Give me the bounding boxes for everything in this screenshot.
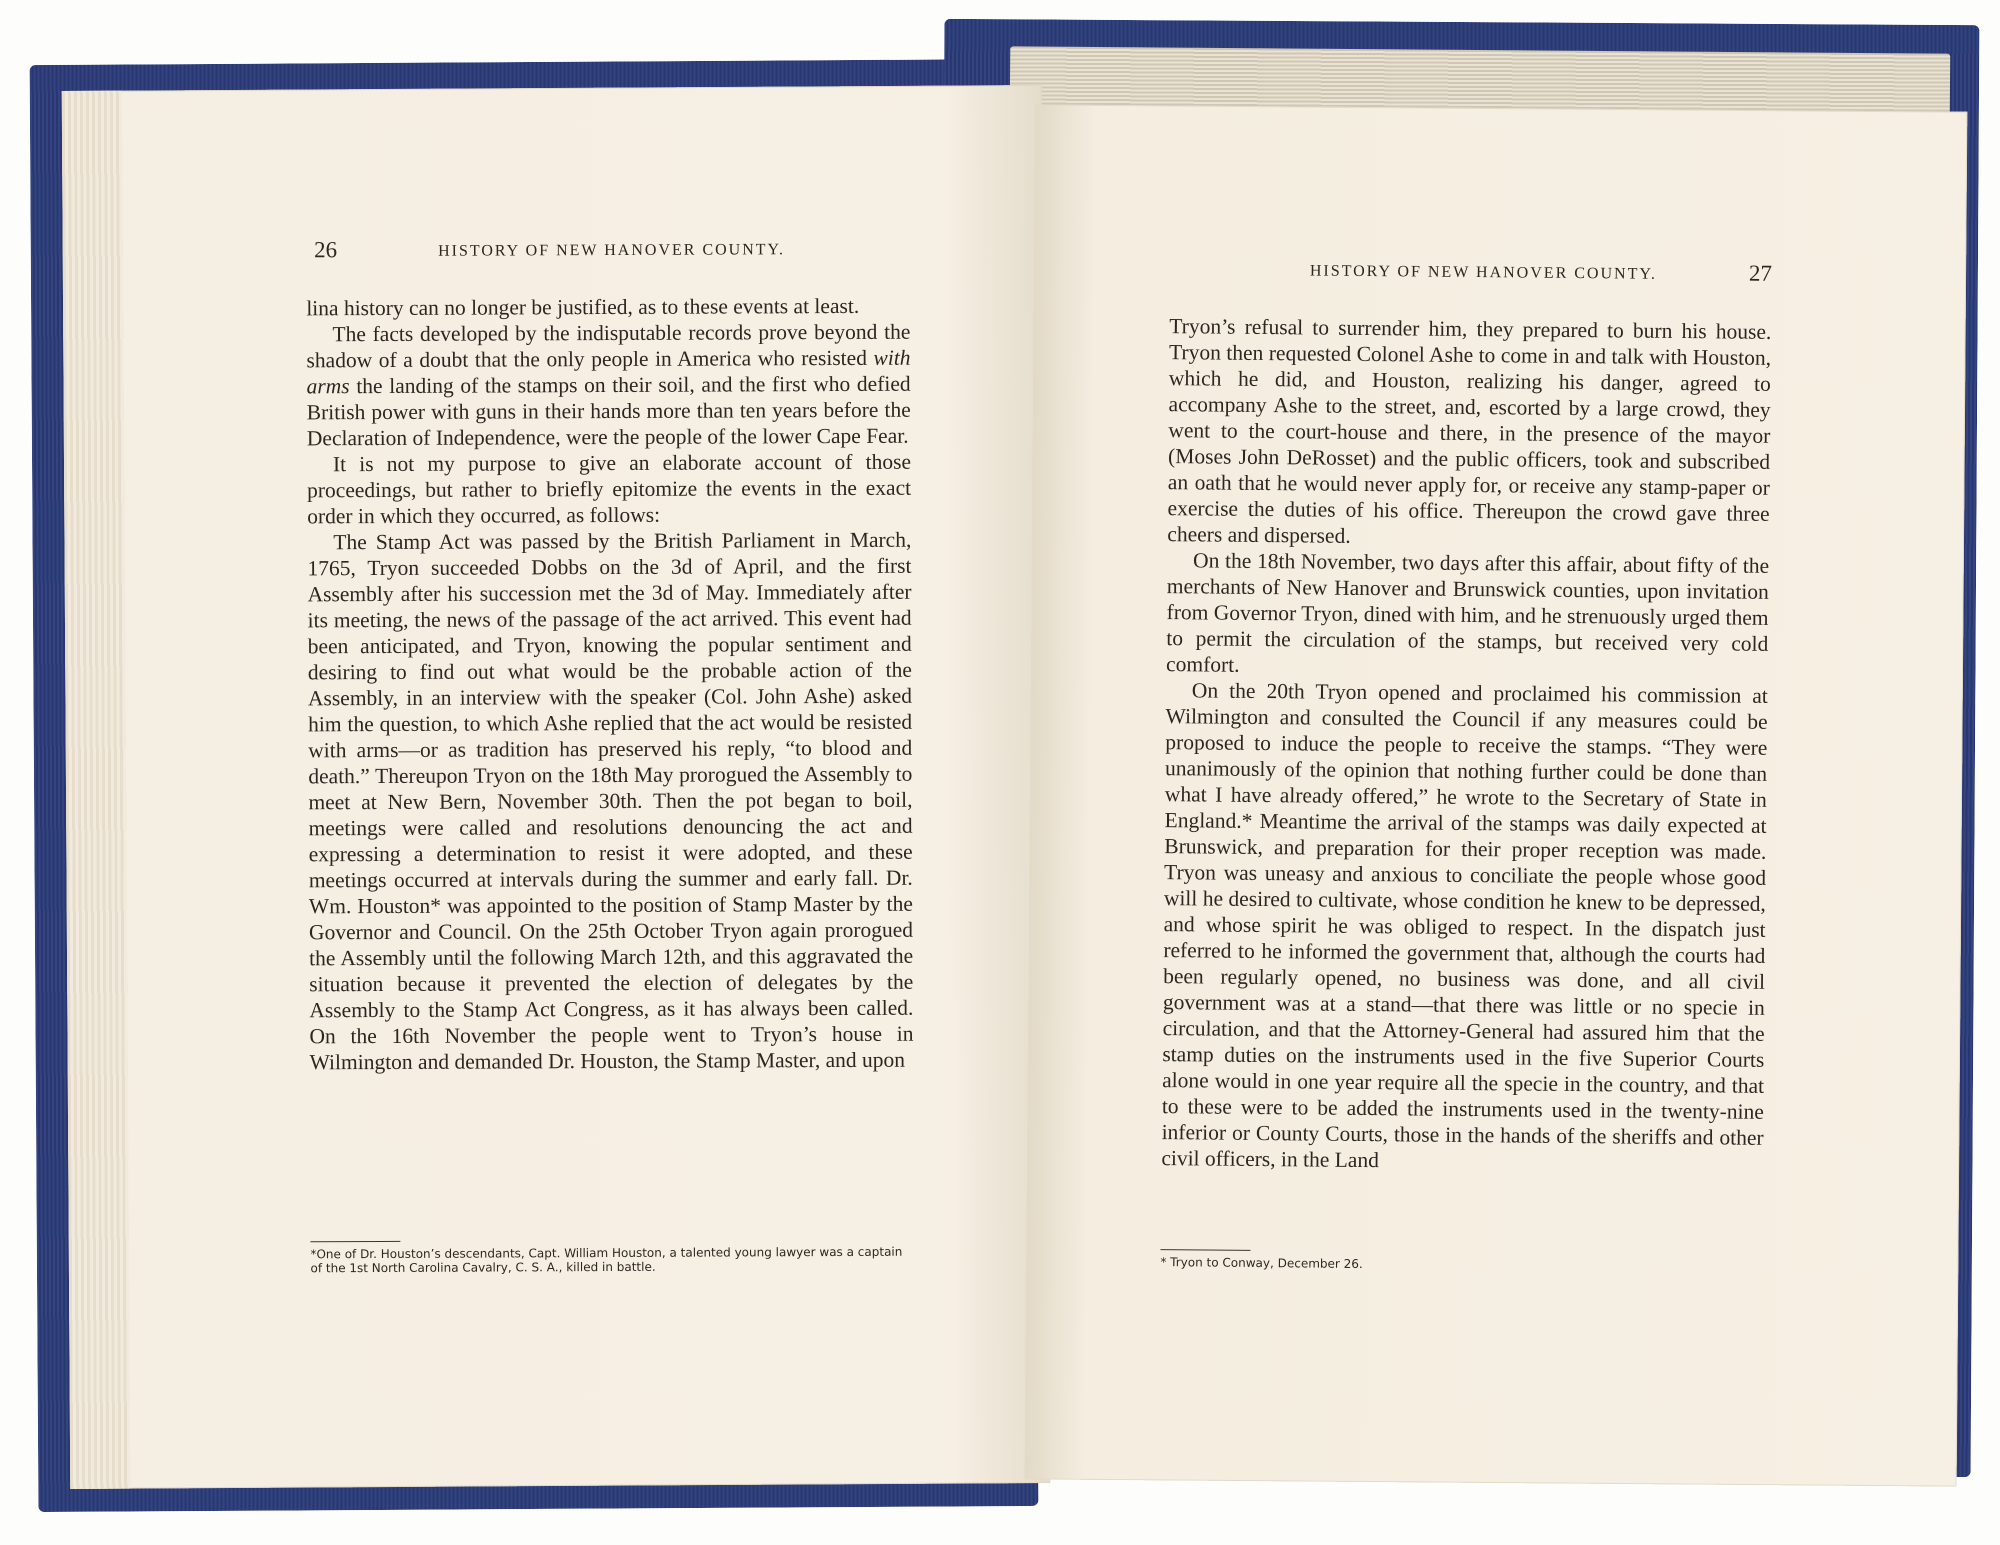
left-paragraph-2-b: the landing of the stamps on their soil, and the first who defied British power with guns in their hands more than ten years before the Declaration of Independence, were the people of the lower Cape Fear. xyxy=(306,371,911,451)
right-paragraph-2: On the 18th November, two days after this affair, about fifty of the merchants of New Hanover and Brunswick counties, upon invitation from Governor Tryon, dined with him, and he strenuously urged them to permit the circulation of the stamps, but received very cold comfort. xyxy=(1166,548,1770,677)
left-page-number: 26 xyxy=(313,237,338,263)
right-footnote: * Tryon to Conway, December 26. xyxy=(1160,1255,1363,1272)
left-running-title: HISTORY OF NEW HANOVER COUNTY. xyxy=(438,241,786,260)
left-paragraph-2-a: The facts developed by the indisputable records prove beyond the shadow of a doubt that the only people in America who resisted xyxy=(306,319,911,373)
right-running-head xyxy=(1170,259,1772,295)
right-paragraph-3: On the 20th Tryon opened and proclaimed his commission at Wilmington and consulted the Council if any measures could be proposed to induce the people to receive the stamps. “They were unanimously of the opinion that nothing further could be done than what I have already offered,” he wrote to the Secretary of State in England.* Meantime the arrival of the stamps was daily expected at Brunswick, and preparation for their proper reception was made. Tryon was uneasy and anxious to conciliate the people whose good will he desired to cultivate, whose condition he knew to be depressed, and whose spirit he was obliged to respect. In the dispatch just referred to he informed the government that, although the courts had been regularly opened, no business was done, and all civil government was at a stand—that there was little or no specie in circulation, and that the Attorney-General had assured him that the stamp duties on the instruments used in the five Superior Courts alone would in one year require all the specie in the country, and that to these were to be added the instruments used in the twenty-nine inferior or County Courts, those in the hands of the sheriffs and other civil officers, in the Land xyxy=(1161,678,1768,1173)
left-paragraph-4: The Stamp Act was passed by the British Parliament in March, 1765, Tryon succeeded Dobbs on the 3d of April, and the first Assembly after his succession met the 3d of May. Immediately after its meeting, the news of the passage of the act arrived. This event had been anticipated, and Tryon, knowing the popular sentiment and desiring to find out what would be the probable action of the Assembly, in an interview with the speaker (Col. John Ashe) asked him the question, to which Ashe replied that the act would be resisted with arms—or as tradition has preserved his reply, “to blood and death.” Thereupon Tryon on the 18th May prorogued the Assembly to meet at New Bern, November 30th. Then the pot began to boil, meetings were called and resolutions denouncing the act and expressing a determination to resist it were adopted, and these meetings occurred at intervals during the summer and early fall. Dr. Wm. Houston* was appointed to the position of Stamp Master by the Governor and Council. On the 25th October Tryon again prorogued the Assembly until the following March 12th, and this aggravated the situation because it prevented the election of delegates by the Assembly to the Stamp Act Congress, as it has always been called. On the 16th November the people went to Tryon’s house in Wilmington and demanded Dr. Houston, the Stamp Master, and upon xyxy=(307,527,914,1075)
right-paragraph-1: Tryon’s refusal to surrender him, they prepared to burn his house. Tryon then requested Colonel Ashe to come in and talk with Houston, which he did, and Houston, realizing his danger, agreed to accompany Ashe to the street, and, escorted by a large crowd, they went to the court-house and there, in the presence of the mayor (Moses John DeRosset) and the public officers, took and subscribed an oath that he would never apply for, or receive any stamp-paper or exercise the duties of his office. Thereupon the crowd gave three cheers and dispersed. xyxy=(1167,314,1772,548)
left-footnote: *One of Dr. Houston’s descendants, Capt. William Houston, a talented young lawyer was a captain of the 1st North Carolina Cavalry, C. S. A., killed in battle. xyxy=(310,1244,903,1276)
right-body-text xyxy=(1161,313,1771,1177)
left-paragraph-2-emphasis: with arms xyxy=(306,345,911,399)
left-body-text xyxy=(306,293,913,1076)
left-paragraph-2 xyxy=(306,319,911,452)
right-running-title: HISTORY OF NEW HANOVER COUNTY. xyxy=(1309,262,1657,283)
left-running-head xyxy=(306,239,910,272)
right-page-number: 27 xyxy=(1748,260,1773,286)
left-paragraph-3: It is not my purpose to give an elaborate account of those proceedings, but rather to briefly epitomize the events in the exact order in which they occurred, as follows: xyxy=(307,449,912,529)
left-paragraph-1: lina history can no longer be justified, as to these events at least. xyxy=(306,293,860,321)
